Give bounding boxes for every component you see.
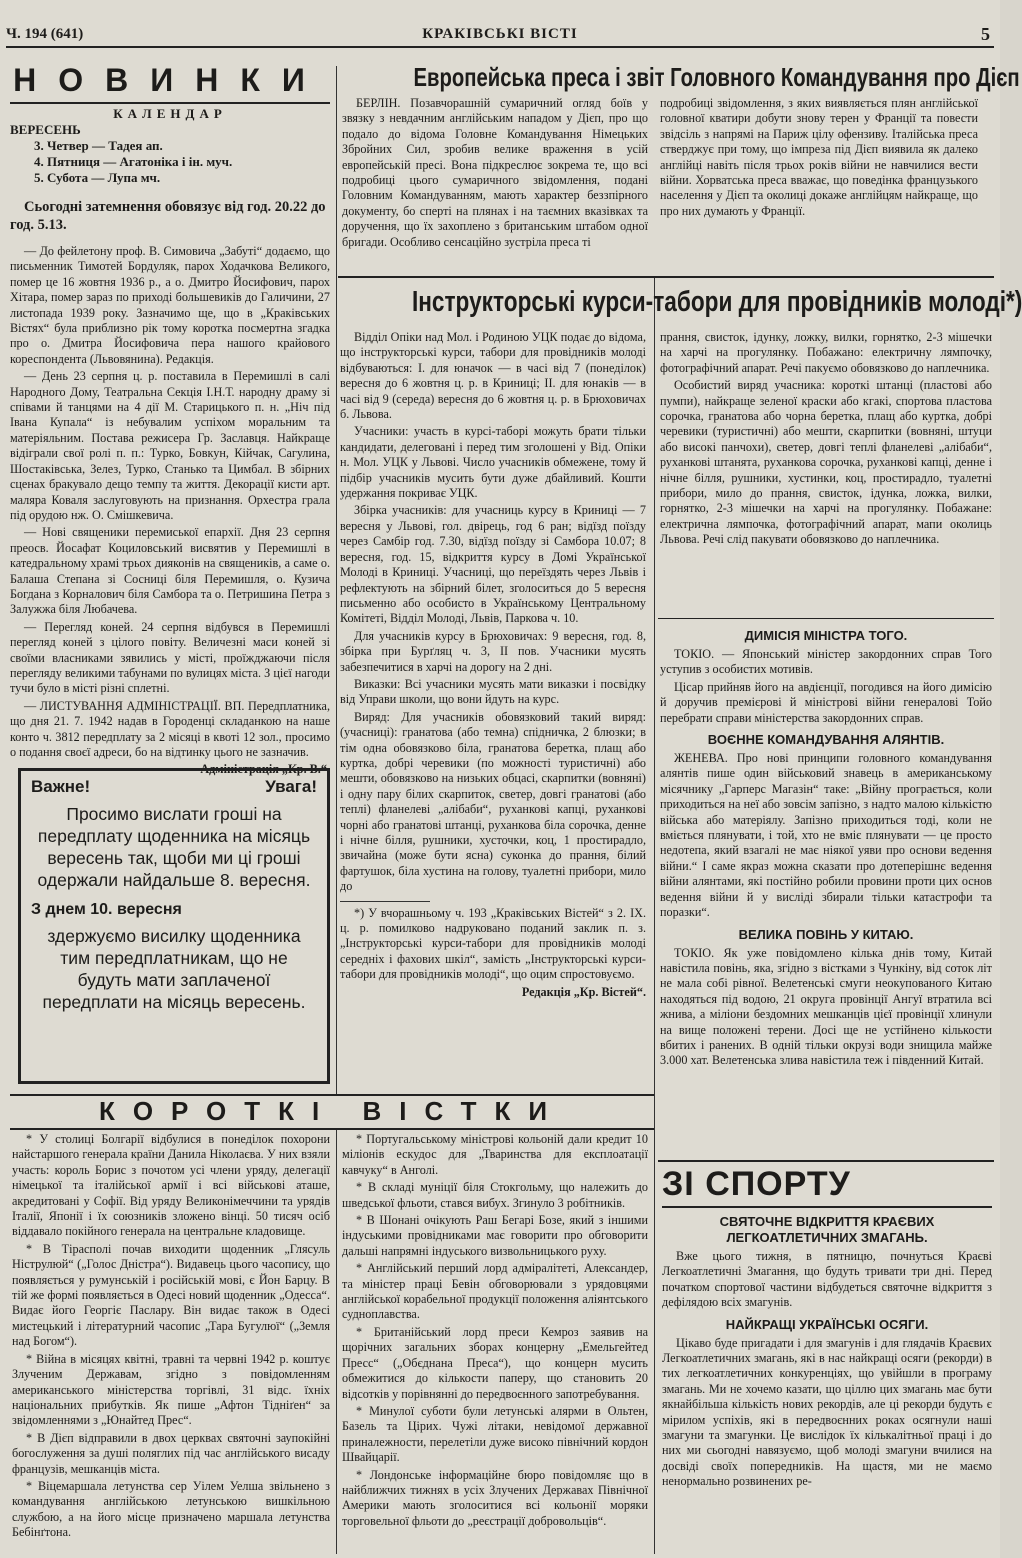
article-text: Особистий виряд учасника: короткі штанці (пластові або пумпи), найкраще зеленої краски або кгакі, спортова пластова сорочка, гранатова або чорна беретка, плащ або куртка, добрі черевики (туристичні) або мешти, скарпитки (вовняні, штуци або високі панчохи), светер, довгі теплі фланелеві „алібаби“, руханкові штанята, руханкова сорочка, руханкові капці, денне і нічне білля, рушники, хустинки, коц, простирадло, туалетні прибори, мило до прання, свисток, ідунка, ложка, вилки, горнятко, 2-3 мішечки на харчі на прогулянку. Побажане: електрична лямпочка, фотографічний апарат, мапи околиць Львова. Речі слід пакувати обовязково до наплечника. <box>660 378 992 547</box>
short-news-item: * Англійський перший лорд адміралітеті, Александер, та міністер праці Бевін обговорювали з урядовцями англійської корабельної продукції положення аліянтського судноплавства. <box>342 1261 648 1322</box>
calendar-day: 5. Субота — Лупа мч. <box>34 170 161 185</box>
article-text: БЕРЛІН. Позавчорашній сумаричний огляд боїв у звязку з невдачним англійським нападом у Дієп, про що подало до відома Головне Командування Німецьких Збройних Сил, зробив велике враження в усій европейській пресі. Вона підкреслює зокрема те, що всі подробиці цього сумаричного звідомлення, подані Головним Командуванням, мають характер беззпірного документу, бо сперті на плянах і на таємних вказівках та доручення, що їх захоплено з британським штабом одної бригади. Особливо сенсаційно зустріла преса ті <box>342 96 648 249</box>
resign-title: ДИМІСІЯ МІНІСТРА ТОГО. <box>744 628 908 643</box>
article-text: Відділ Опіки над Мол. і Родиною УЦК подає до відома, що інструкторські курси, табори для провідників молоді відбуваються: І. для юначок — в часі від 7 (понеділок) вересня до 6 жовтня ц. р. в Криниці; ІІ. для юнаків — в часі від 9 (середа) вересня до 6 жовтня ц. р. в Брюховичах б. Львова. <box>340 330 646 422</box>
sport-title: ЗІ СПОРТУ <box>662 1165 851 1203</box>
sport-heading: СВЯТОЧНЕ ВІДКРИТТЯ КРАЄВИХ ЛЕГКОАТЛЕТИЧНИХ ЗМАГАНЬ. <box>719 1214 935 1245</box>
article-text: ЖЕНЕВА. Про нові принципи головного командування алянтів пише один військовий знавець в американському місячнику „Гарперс Магазін“ таке: „Війну програється, коли приходиться на неї або зовсім запізно, з надто малою кількістю війська або матеріялу. Запізно приходиться тоді, коли не вміється плянувати, і той, хто не вміє плянувати — це просто недотепа, який взагалі не має ніякої уяви про основи ведення війни.“ І саме якраз можна сказати про дотеперішнє ведення війни алянтами, які постійно робили провини проти цих основ ведення війни й у висліді збирали тільки катастрофи та поразки“. <box>660 751 992 920</box>
paper-title: КРАКІВСЬКІ ВІСТІ <box>422 26 578 42</box>
news-paragraph: — День 23 серпня ц. р. поставила в Перемишлі в салі Народного Дому, Театральна Секція І.Н.Т. народну драму зі співами й танцями на 4 дії М. Старицького п. н. „Ніч під Івана Купала“ із небувалим успіхом моральним та матеріяльним. Постава режисера Гр. Заславця. Найкраще відіграли свої ролі п. п.: Турко, Бовкун, Кійчак, Сагулина, Шостаківська, Зелез, Турко, Станько та Цимбал. В збірних сценах бракувало дещо темпу та життя. Декорації кисти арт. маляра Коваля заслуговують на признання. Орхестра грала під орудою нж. О. Смішкевича. <box>10 369 330 522</box>
short-news-item: * Британійський лорд преси Кемроз заявив на щорічних загальних зборах концерну „Емельгейтед Пресс“ („Обєднана Преса“), що концерн мусить обмежитися до кількости паперу, що становить 20 відсотків у порівнянні до передвоєнного запотребування. <box>342 1324 648 1401</box>
article-text: Вже цього тижня, в пятницю, почнуться Краєві Легкоатлетичні Змагання, що будуть тривати три дні. Перед початком спортової частини відбудеться святочне відкриття з дефілядою всіх змагунів. <box>662 1249 992 1310</box>
short-news-item: * Віцемаршала летунства сер Уілем Уелша звільнено з командування англійською летунською вишкільною службою, а на його місце призначено маршала летунства Бебінґтона. <box>12 1478 330 1540</box>
notice-attention: Увага! <box>265 777 317 796</box>
europe-title: Европейська преса і звіт Головного Командування про Дієп <box>413 62 1020 92</box>
flood-title: ВЕЛИКА ПОВІНЬ У КИТАЮ. <box>738 926 914 942</box>
news-paragraph: — ЛИСТУВАННЯ АДМІНІСТРАЦІЇ. ВП. Передплатника, що дня 21. 7. 1942 надав в Городенці складанкою на наше конто ч. 3812 передплату за 2 місяці в квоті 12 зол., просимо о подання своєї адреси, бо на відтинку цього не зазначив. <box>10 698 330 759</box>
short-news-item: * Португальському міністрові кольоній дали кредит 10 міліонів ескудос для „Тваринства для експлоатації кавчуку“ в Анголі. <box>342 1132 648 1177</box>
calendar-day: 4. Пятниця — Агатоніка і ін. муч. <box>34 154 233 169</box>
courses-col-1 <box>340 330 646 1070</box>
article-text: Учасники: участь в курсі-таборі можуть брати тільки кандидати, делеговані і перед тим зголошені у Від. Опіки н. Мол. УЦК у Львові. Число учасників обмежене, тому й підбір учасників мусить бути дуже дбайливий. Кошти удержання покриває УЦК. <box>340 424 646 501</box>
article-text: Цісар прийняв його на авдієнції, погодився на його димісію й доручив премієрові й міністрові війни генералові Тойо перебрати справи міністерства закордонних справ. <box>660 679 992 725</box>
sport-heading: НАЙКРАЩІ УКРАЇНСЬКІ ОСЯГИ. <box>725 1316 929 1332</box>
notice-important: Важне! <box>31 777 91 796</box>
article-text: Цікаво буде пригадати і для змагунів і для глядачів Краєвих Легкоатлетичних змагань, які в нас найкращі осяги (рекорди) в тих легкоатлетичних конкуренціях, що увійшли в програму змагань. Ми не хочемо казати, що ціллю цих змагань має бути якнайбільша кількість нових рекордів, але ці рекорди будуть є мірилом успіхів, які в передвоєнних роках осягнули наші змагуни та змагунки. Це вислідок їх кількалітньої праці і до них ми сьогодні навязуємо, щоб молоді змагуни вчилися на досвіді своїх попередників. На щастя, ми не маємо ненормально розвинених ре- <box>662 1335 992 1489</box>
short-news-item: * В Тірасполі почав виходити щоденник „Глясуль Ніструлюй“ („Голос Дністра“). Видавець цього часопису, що появляється у румунській і російській мові, є Йон Барцу. В тій же формі появляється в Одесі новий щоденник „Одесса“. Видає його Георгіє Паслару. Він видає також в Одесі мистецький і літературний часопис „Тара Бугулюї“ („Земля над Богом“). <box>12 1241 330 1349</box>
command-title: ВОЄННЕ КОМАНДУВАННЯ АЛЯНТІВ. <box>707 732 945 748</box>
calendar-title: КАЛЕНДАР <box>113 106 227 121</box>
article-text: прання, свисток, ідунку, ложку, вилки, горнятко, 2-3 мішечки на харчі на прогулянку. Побажано: електричну лямпочку, фотографічний апарат. Речі пакуємо обовязково до наплечника. <box>660 330 992 375</box>
blackout-notice: Сьогодні затемнення обовязує від год. 20.22 до год. 5.13. <box>10 199 326 233</box>
short-news-left <box>12 1132 330 1554</box>
courses-col-2 <box>660 330 992 620</box>
calendar-day: 3. Четвер — Тадея ап. <box>34 138 163 153</box>
news-paragraph: — До фейлетону проф. В. Симовича „Забуті“ додаємо, що письменник Тимотей Бордуляк, парох Ходачкова Великого, помер це 16 жовтня 1936 р., а о. Дмитро Йосифович, парох Хітара, помер зараз по приході большевиків до Галичини, 27 листопада 1939 року. Зазначимо ще, що в „Краківських Вістях“ була приблизно рік тому коротка посмертна згадка про о. Дмитра Йосифовича пера нашого крайового кореспондента (Львовянина). Редакція. <box>10 244 330 366</box>
news-paragraph: — Перегляд коней. 24 серпня відбувся в Перемишлі перегляд коней з цілого повіту. Величезні маси коней зі своїми власниками зявились у місті, проїжджаючи після перегляду великими табунами по вулицях міста. З цієї нагоди тучи було в місті різні сплетні. <box>10 619 330 696</box>
notice-text: здержуємо висилку щоденника тим передплатникам, що не будуть мати заплаченої передплати на місяць вересень. <box>42 926 306 1012</box>
article-text: подробиці звідомлення, з яких виявляється плян англійської головної кватири добути знову терен у Франції та повести звідсіль з напрямі на Париж цілу офензиву. Італійська преса стверджує при тому, що імпреза під Дієп виявила як далеко англійці навіть після трьох років війни не навчилися вести війни. Хорватська преса вважає, що поведінка французького населення у Дієп та околиці докаже англійцям найкраще, що про них думають у Франції. <box>660 96 978 218</box>
notice-text: Просимо вислати гроші на передплату щоденника на місяць вересень так, щоби ми ці гроші одержали найдальше 8. вересня. <box>37 804 311 890</box>
short-news-item: * Лондонське інформаційне бюро повідомляє що в найближчих тижнях в усіх Злучених Державах Північної Америки мають зголоситися всі кольонії моряки торговельної фльоти до „реєстрації добровольців“. <box>342 1467 648 1528</box>
administration-signature: Адміністрація „Кр. В.“. <box>200 762 330 777</box>
column-divider <box>336 66 337 1096</box>
short-news-item: * В складі муніції біля Стокгольму, що належить до шведської фльоти, стався вибух. Згинуло 3 робітників. <box>342 1180 648 1210</box>
column-divider <box>654 278 655 1554</box>
article-text: Збірка учасників: для учасниць курсу в Криниці — 7 вересня у Львові, гол. двірець, год 6 ран; відїзд поїзду через Самбір год. 7.30, відїзд поїзду зі Самбора 10.07; 8 вересня, год. 15, відкриття курсу в Домі Української Молоді в Криниці. Учасниці, що переїздять через Львів і рефлектують на збірний білет, зголоситься до 5 вересня письменно або особисто в Українському Центральному Комітеті, Відділ Молоді, Львів, Паркова ч. 10. <box>340 503 646 626</box>
short-news-title: КОРОТКІ ВІСТКИ <box>98 1096 566 1126</box>
notice-heading: З днем 10. вересня <box>31 901 182 918</box>
column-divider <box>336 1130 337 1554</box>
right-news <box>660 622 992 1158</box>
page-header <box>6 24 994 48</box>
short-news-item: * В Шонані очікують Раш Бегарі Бозе, який з іншими індуськими провідниками має говорити про обговорити дальші напрямні індуського визвольницького руху. <box>342 1213 648 1258</box>
sport-section <box>662 1164 992 1554</box>
news-paragraph: — Нові священики перемиської епархії. Дня 23 серпня преосв. Йосафат Коциловський висвятив у Перемишлі в катедральному храмі трьох дияконів на священиків, а саме о. Балаша Степана зі Сосниці біля Перемишля, о. Кузича Богдана з Корналович біля Самбора та о. Петришина Петра з Залужжа біля Любачева. <box>10 525 330 617</box>
issue-number: Ч. 194 (641) <box>6 26 84 42</box>
footnote: *) У вчорашньому ч. 193 „Краківських Вістей“ з 2. IX. ц. р. помилково надруковано поданий заклик п. з. „Інструкторські курси-табори для провідників молоді середніх і фахових шкіл“, замість „Інструкторські курси-табори для провідників молоді“, що оцим спростовуємо. <box>340 905 646 982</box>
article-text: Для учасників курсу в Брюховичах: 9 вересня, год. 8, збірка при Бурґляц ч. 3, ІІ пов. Учасники мусять забезпечитися в харчі на дорогу на 2 дні. <box>340 628 646 674</box>
article-text: Виряд: Для учасників обовязковий такий виряд: (учасниці): гранатова (або темна) спідничка, 2 блюзки; в тім одна обовязково біла, гранатова беретка, плащ або куртка, добрі черевики (по можності туристичні) або мешти, обовязково на низьких обцасі, скарпитки (вовняні) і одну пару білих скарпиток, светер, довгі гранатові (або теплі) фланелеві „алібаби“, руханкові капці, руханкові чорні або гранатові штанці, руханкова біла сорочка, денне і нічне білля, рушники, хусточки, коц, 1 простирадло, звичайна (може бути ясна) суконка до прання, білий фартушок, біла хустина на голову, туалетні прибори, мило до <box>340 709 646 894</box>
short-news-item: * Війна в місяцях квітні, травні та червні 1942 р. коштує Злученим Державам, згідно з повідомленням американського міністерства торгівлі, 31 відс. їхніх національних прибутків. Як пише „Афтон Тідніґен“ за звідомленнями з „Юнайтед Прес“. <box>12 1351 330 1428</box>
article-text: Виказки: Всі учасники мусять мати виказки і посвідку від Управи школи, що вони йдуть на курс. <box>340 676 646 707</box>
editorial-signature: Редакція „Кр. Вістей“. <box>521 984 646 999</box>
europe-article <box>342 62 1020 274</box>
calendar-month: ВЕРЕСЕНЬ <box>10 122 81 137</box>
article-text: ТОКІО. Як уже повідомлено кілька днів тому, Китай навістила повінь, яка, згідно з вістками з Чункіну, від соток літ не мала собі рівної. Велетенські смуги неокупованого Китаю находяться під водою, 21 округа провінції Ангуї втратила всі жнива, а міліони бездомних мешканців цієї провінції хлинули на вище положені терени. Досі ще не устійнено кількости вбитих і ранених. В одній тільки окрузі води знищила майже 3.000 хат. Велетенська злива навістила теж і південний Китай. <box>660 945 992 1068</box>
novynky-title: НОВИНКИ <box>13 62 327 98</box>
courses-heading <box>340 284 1022 324</box>
courses-title: Інструкторські курси-табори для провідників молоді*) <box>411 286 1022 318</box>
subscription-notice <box>18 768 330 1084</box>
novynky-section <box>10 60 330 777</box>
short-news-right <box>342 1132 648 1554</box>
page-number: 5 <box>981 24 990 44</box>
short-news-item: * В Дієп відправили в двох церквах святочні заупокійні богослуження за душі поляглих під час англійського висаду французів, мешканців міста. <box>12 1430 330 1476</box>
short-news-item: * У столиці Болгарії відбулися в понеділок похорони найстаршого генерала країни Данила Ніколаєва. У них взяли участь: король Борис з почотом усі члени уряду, делегації німецької та італійської армії і всі військові аташе, акредитовані у Софії. Від уряду Великонімеччини та урядів Італії, Японії і їх союзників зложено вінці. 50 тисяч осіб віддавало покійного генерала на центральне кладовище. <box>12 1132 330 1239</box>
short-news-item: * Минулої суботи були летунські алярми в Ольтен, Базель та Цірих. Чужі літаки, невідомої державної приналежности, перелетіли дуже високо північний кордон Швайцарії. <box>342 1403 648 1465</box>
article-text: ТОКІО. — Японський міністер закордонних справ Того уступив з особистих мотивів. <box>660 647 992 677</box>
